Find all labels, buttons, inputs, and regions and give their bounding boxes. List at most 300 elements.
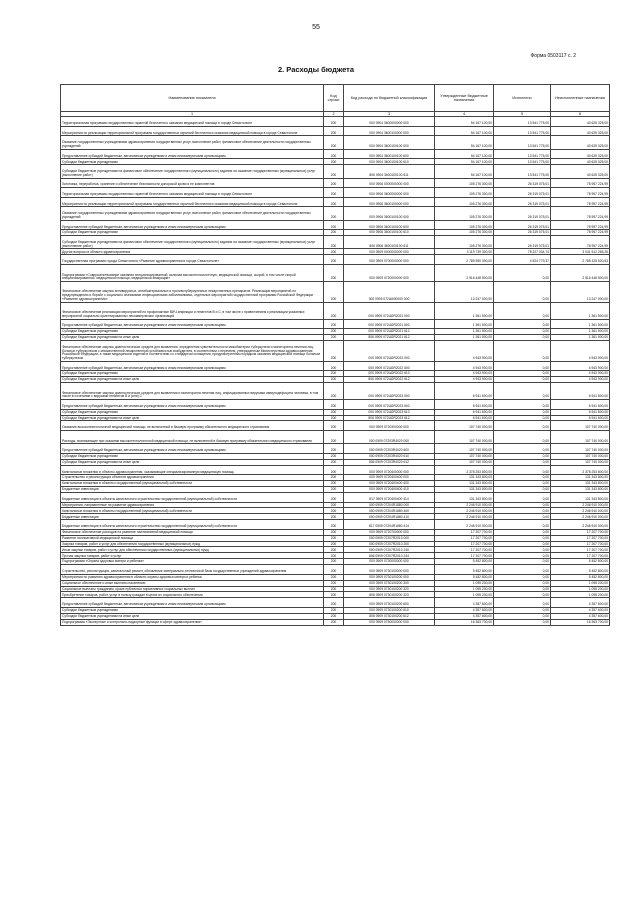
row-line-code: 200 bbox=[324, 249, 344, 255]
row-unexecuted: 107 740 000,00 bbox=[551, 421, 610, 431]
row-approved: 5 452 800,00 bbox=[435, 574, 494, 580]
row-executed: 0,00 bbox=[494, 487, 551, 493]
row-line-code: 200 bbox=[324, 465, 344, 475]
row-budget-code: 000 0909 0750000000 000 bbox=[344, 619, 435, 625]
row-name: Оказание государственных учреждениями здравоохранения государственных услуг, выполнение работ, финансовое обеспечение деятельности государственных учреждений bbox=[61, 207, 324, 220]
row-executed: 0,00 bbox=[494, 319, 551, 329]
row-unexecuted: 6 941 600,00 bbox=[551, 400, 610, 410]
column-number: 2 bbox=[324, 112, 344, 117]
row-line-code: 200 bbox=[324, 149, 344, 159]
row-approved: 17 207 700,00 bbox=[435, 529, 494, 535]
row-budget-code: 000 0906 3600100000 000 bbox=[344, 197, 435, 207]
table-row bbox=[61, 220, 610, 230]
row-unexecuted: 131 343 800,00 bbox=[551, 481, 610, 487]
row-line-code: 200 bbox=[324, 580, 344, 586]
row-executed: 0,00 bbox=[494, 371, 551, 377]
row-name: Социальные выплаты гражданам, кроме публичных нормативных социальных выплат bbox=[61, 586, 324, 592]
row-name: Предоставление субсидий бюджетным, автономным учреждениям и иным некоммерческим организациям bbox=[61, 598, 324, 608]
row-executed: 0,00 bbox=[494, 383, 551, 400]
column-header: Наименование показателя bbox=[61, 85, 324, 112]
row-name: Финансовое обеспечение расходов на развитие паллиативной медицинской помощи bbox=[61, 529, 324, 535]
row-executed: 0,00 bbox=[494, 619, 551, 625]
row-unexecuted: 3 041 512 265,26 bbox=[551, 249, 610, 255]
table-row bbox=[61, 520, 610, 530]
row-name: Бюджетные инвестиции в объекты капитального строительства государственной (муниципальной) собственности bbox=[61, 520, 324, 530]
row-executed: 26 319 075,01 bbox=[494, 188, 551, 198]
row-name: Территориальная программа государственных гарантий бесплатного оказания медицинской помощи в городе Севастополе bbox=[61, 117, 324, 127]
row-executed: 0,00 bbox=[494, 520, 551, 530]
column-number: 1 bbox=[61, 112, 324, 117]
row-unexecuted: 4 943 900,00 bbox=[551, 371, 610, 377]
row-unexecuted: 40 625 325,00 bbox=[551, 117, 610, 127]
row-name: Финансовое обеспечение закупок диагностических средств для выявления и мониторинга лечения лиц, инфицированных вирусами иммунодефицита человека, в том числе в сочетании с вирусами гепатитов B и (или) C bbox=[61, 383, 324, 400]
row-budget-code: 000 0909 0720400400 000 bbox=[344, 475, 435, 481]
row-executed: 26 319 075,01 bbox=[494, 178, 551, 188]
row-approved: 105 276 300,00 bbox=[435, 207, 494, 220]
row-budget-code: 000 0906 0000000000 000 bbox=[344, 178, 435, 188]
row-line-code: 200 bbox=[324, 165, 344, 178]
row-approved: 1 095 200,00 bbox=[435, 580, 494, 586]
row-budget-code: 000 0909 072Ш2R2021 610 bbox=[344, 329, 435, 335]
row-approved: 131 343 800,00 bbox=[435, 475, 494, 481]
row-unexecuted: 1 361 500,00 bbox=[551, 335, 610, 341]
row-executed: 0,00 bbox=[494, 502, 551, 508]
row-line-code: 200 bbox=[324, 508, 344, 514]
row-executed: 0,00 bbox=[494, 415, 551, 421]
row-name: Субсидии бюджетным учреждениям bbox=[61, 371, 324, 377]
row-executed: 13 541 775,00 bbox=[494, 159, 551, 165]
row-executed: 0,00 bbox=[494, 465, 551, 475]
row-unexecuted: 4 943 900,00 bbox=[551, 340, 610, 361]
row-budget-code: 000 0909 07207R2010 240 bbox=[344, 547, 435, 553]
row-budget-code: 000 0909 0720400400 400 bbox=[344, 481, 435, 487]
row-budget-code: 000 0909 07203R4020 000 bbox=[344, 431, 435, 444]
row-unexecuted: 4 357 600,00 bbox=[551, 598, 610, 608]
row-budget-code: 000 0909 07204R1880 000 bbox=[344, 502, 435, 508]
row-line-code: 200 bbox=[324, 607, 344, 613]
row-budget-code: 000 0909 0720400400 410 bbox=[344, 487, 435, 493]
row-name: Субсидии бюджетным учреждениям на финансовое обеспечение государственного (муниципального) задания на оказание государственных (муниципальных) услуг (выполнение работ) bbox=[61, 236, 324, 249]
row-approved: 13 247 000,00 bbox=[435, 281, 494, 302]
row-line-code: 200 bbox=[324, 481, 344, 487]
row-executed: 0,00 bbox=[494, 559, 551, 565]
row-unexecuted: 40 625 325,00 bbox=[551, 149, 610, 159]
row-approved: 131 343 800,00 bbox=[435, 492, 494, 502]
row-name: Субсидии бюджетным учреждениям bbox=[61, 409, 324, 415]
row-approved: 54 167 100,00 bbox=[435, 126, 494, 136]
row-budget-code: 000 0906 3600100100 610 bbox=[344, 230, 435, 236]
row-unexecuted: 4 943 900,00 bbox=[551, 377, 610, 383]
row-executed: 0,00 bbox=[494, 421, 551, 431]
table-row bbox=[61, 421, 610, 431]
row-approved: 6 941 600,00 bbox=[435, 400, 494, 410]
row-line-code: 200 bbox=[324, 547, 344, 553]
row-line-code: 200 bbox=[324, 487, 344, 493]
page-number: 55 bbox=[312, 24, 320, 31]
row-budget-code: 000 0909 072Ш2R2021 000 bbox=[344, 302, 435, 319]
row-executed: 13 541 775,00 bbox=[494, 165, 551, 178]
row-line-code: 200 bbox=[324, 613, 344, 619]
row-approved: 5 452 800,00 bbox=[435, 559, 494, 565]
row-unexecuted: 78 957 224,99 bbox=[551, 230, 610, 236]
row-unexecuted: 107 740 000,00 bbox=[551, 459, 610, 465]
row-budget-code: 000 0904 3600000000 000 bbox=[344, 117, 435, 127]
row-unexecuted: 4 943 900,00 bbox=[551, 361, 610, 371]
row-executed: 0,00 bbox=[494, 514, 551, 520]
row-budget-code: 000 0909 07204R1880 400 bbox=[344, 508, 435, 514]
row-line-code: 200 bbox=[324, 586, 344, 592]
row-budget-code: 000 0909 0730100200 320 bbox=[344, 586, 435, 592]
row-unexecuted: 4 357 600,00 bbox=[551, 607, 610, 613]
row-budget-code: 000 0909 0000000000 000 bbox=[344, 249, 435, 255]
row-name: Субсидии бюджетным учреждениям на иные цели bbox=[61, 613, 324, 619]
row-unexecuted: 2 785 425 520,63 bbox=[551, 255, 610, 265]
row-line-code: 200 bbox=[324, 592, 344, 598]
row-line-code: 200 bbox=[324, 220, 344, 230]
row-line-code: 200 bbox=[324, 264, 344, 281]
table-row bbox=[61, 197, 610, 207]
row-unexecuted: 17 207 700,00 bbox=[551, 553, 610, 559]
table-row bbox=[61, 465, 610, 475]
row-approved: 2 246 910 000,00 bbox=[435, 520, 494, 530]
row-budget-code: 000 0909 072Ш2R2022 600 bbox=[344, 361, 435, 371]
row-approved: 4 943 900,00 bbox=[435, 371, 494, 377]
row-line-code: 200 bbox=[324, 178, 344, 188]
row-approved: 17 207 700,00 bbox=[435, 553, 494, 559]
row-budget-code: 000 0909 0730100200 610 bbox=[344, 607, 435, 613]
row-approved: 54 167 100,00 bbox=[435, 149, 494, 159]
table-row bbox=[61, 165, 610, 178]
row-line-code: 200 bbox=[324, 565, 344, 575]
row-name: Финансовое обеспечение закупок диагностических средств для выявления, определения чувствительности микобактерии туберкулеза и мониторинга лечения лиц, больных туберкулезом с множественной лекарственной устойчивостью возбудителя, в соответствии с перечнем, утвержденным Министерством здравоохранения Российской Федерации, а также медицинских изделий в соответствии со стандартом оснащения, предусмотренным порядком оказания медицинской помощи больным туберкулезом bbox=[61, 340, 324, 361]
row-executed: 78 227 034,74 bbox=[494, 249, 551, 255]
row-line-code: 200 bbox=[324, 459, 344, 465]
row-name: Субсидии бюджетным учреждениям на иные цели bbox=[61, 459, 324, 465]
row-approved: 131 343 800,00 bbox=[435, 481, 494, 487]
row-budget-code: 000 0906 3600000000 000 bbox=[344, 188, 435, 198]
row-executed: 4 524 779,37 bbox=[494, 255, 551, 265]
row-name: Подпрограмма «Совершенствование оказания специализированной, включая высокотехнологичную, медицинской помощи, скорой, в том числе скорой специализированной, медицинской помощи, медицинской эвакуации» bbox=[61, 264, 324, 281]
column-number: 3 bbox=[344, 112, 435, 117]
row-name: Бюджетные инвестиции bbox=[61, 487, 324, 493]
row-line-code: 200 bbox=[324, 207, 344, 220]
row-approved: 16 363 700,00 bbox=[435, 619, 494, 625]
row-budget-code: 000 0904 3600100100 000 bbox=[344, 136, 435, 149]
row-line-code: 200 bbox=[324, 126, 344, 136]
row-budget-code: 000 0909 0730100200 000 bbox=[344, 574, 435, 580]
row-approved: 4 357 600,00 bbox=[435, 613, 494, 619]
row-executed: 0,00 bbox=[494, 613, 551, 619]
row-unexecuted: 1 361 500,00 bbox=[551, 329, 610, 335]
row-budget-code: 806 0904 3600100100 611 bbox=[344, 165, 435, 178]
row-budget-code: 000 0909 072Ш2R2023 610 bbox=[344, 409, 435, 415]
row-budget-code: 000 0909 0730100200 300 bbox=[344, 580, 435, 586]
row-executed: 0,00 bbox=[494, 475, 551, 481]
row-budget-code: 000 0909 07204R1880 410 bbox=[344, 514, 435, 520]
row-approved: 105 276 300,00 bbox=[435, 230, 494, 236]
row-unexecuted: 2 246 910 000,00 bbox=[551, 508, 610, 514]
row-name: Мероприятия, направленные на развитие здравоохранения bbox=[61, 502, 324, 508]
row-unexecuted: 107 740 000,00 bbox=[551, 444, 610, 454]
row-approved: 105 276 300,00 bbox=[435, 220, 494, 230]
row-executed: 0,00 bbox=[494, 586, 551, 592]
row-approved: 2 246 910 000,00 bbox=[435, 502, 494, 508]
row-name: Предоставление субсидий бюджетным, автономным учреждениям и иным некоммерческим организациям bbox=[61, 319, 324, 329]
row-executed: 0,00 bbox=[494, 547, 551, 553]
row-budget-code: 000 0909 07203R4020 610 bbox=[344, 453, 435, 459]
row-name: Предоставление субсидий бюджетным, автономным учреждениям и иным некоммерческим организациям bbox=[61, 400, 324, 410]
row-approved: 2 246 910 000,00 bbox=[435, 508, 494, 514]
row-unexecuted: 1 095 200,00 bbox=[551, 586, 610, 592]
row-name: Территориальная программа государственных гарантий бесплатного оказания медицинской помощи в городе Севастополе bbox=[61, 188, 324, 198]
row-line-code: 200 bbox=[324, 377, 344, 383]
row-budget-code: 000 0909 07207R2010 200 bbox=[344, 541, 435, 547]
row-name: Предоставление субсидий бюджетным, автономным учреждениям и иным некоммерческим организациям bbox=[61, 444, 324, 454]
column-number: 4 bbox=[435, 112, 494, 117]
row-line-code: 200 bbox=[324, 529, 344, 535]
row-executed: 0,00 bbox=[494, 302, 551, 319]
row-line-code: 200 bbox=[324, 421, 344, 431]
row-executed: 0,00 bbox=[494, 409, 551, 415]
row-line-code: 200 bbox=[324, 553, 344, 559]
row-unexecuted: 78 957 224,99 bbox=[551, 236, 610, 249]
row-budget-code: 000 0909 0730100200 600 bbox=[344, 598, 435, 608]
row-name: Строительство и реконструкция объектов здравоохранения bbox=[61, 475, 324, 481]
row-name: Субсидии бюджетным учреждениям bbox=[61, 329, 324, 335]
row-line-code: 200 bbox=[324, 409, 344, 415]
row-budget-code: 000 0909 0720000000 000 bbox=[344, 264, 435, 281]
table-row bbox=[61, 619, 610, 625]
row-executed: 26 319 075,01 bbox=[494, 230, 551, 236]
row-name: Субсидии бюджетным учреждениям bbox=[61, 453, 324, 459]
row-budget-code: 806 0909 072Ш2R2023 612 bbox=[344, 415, 435, 421]
row-executed: 0,00 bbox=[494, 553, 551, 559]
row-name: Государственная программа города Севастополя «Развитие здравоохранения в городе Севастополе» bbox=[61, 255, 324, 265]
row-name: Иные закупки товаров, работ и услуг для обеспечения государственных (муниципальных) нужд bbox=[61, 547, 324, 553]
row-line-code: 200 bbox=[324, 319, 344, 329]
row-executed: 0,00 bbox=[494, 592, 551, 598]
row-approved: 4 943 900,00 bbox=[435, 377, 494, 383]
row-unexecuted: 78 957 224,99 bbox=[551, 178, 610, 188]
row-name: Другие вопросы в области здравоохранения bbox=[61, 249, 324, 255]
row-name: Строительство, реконструкция, капитальный ремонт, обновление материально-технической базы государственных учреждений здравоохранения bbox=[61, 565, 324, 575]
row-executed: 0,00 bbox=[494, 400, 551, 410]
row-line-code: 200 bbox=[324, 281, 344, 302]
row-budget-code: 000 0909 072Ш2R2023 000 bbox=[344, 383, 435, 400]
row-unexecuted: 17 207 700,00 bbox=[551, 541, 610, 547]
column-number: 6 bbox=[551, 112, 610, 117]
row-name: Расходы, возникающие при оказании высокотехнологичной медицинской помощи, не включенной в базовую программу обязательного медицинского страхования bbox=[61, 431, 324, 444]
row-approved: 5 452 800,00 bbox=[435, 565, 494, 575]
row-approved: 6 941 600,00 bbox=[435, 409, 494, 415]
row-line-code: 200 bbox=[324, 136, 344, 149]
row-budget-code: 806 0909 0730100200 612 bbox=[344, 613, 435, 619]
row-line-code: 200 bbox=[324, 188, 344, 198]
row-unexecuted: 17 207 700,00 bbox=[551, 529, 610, 535]
table-row bbox=[61, 383, 610, 400]
row-unexecuted: 40 625 325,00 bbox=[551, 136, 610, 149]
row-approved: 3 119 739 300,00 bbox=[435, 249, 494, 255]
table-body bbox=[61, 117, 610, 625]
row-unexecuted: 131 343 800,00 bbox=[551, 492, 610, 502]
row-name: Субсидии бюджетным учреждениям на иные цели bbox=[61, 415, 324, 421]
row-executed: 26 319 075,01 bbox=[494, 236, 551, 249]
row-approved: 105 276 300,00 bbox=[435, 188, 494, 198]
row-line-code: 200 bbox=[324, 492, 344, 502]
row-budget-code: 000 0909 0720700000 000 bbox=[344, 529, 435, 535]
row-approved: 131 343 800,00 bbox=[435, 487, 494, 493]
row-name: Развитие паллиативной медицинской помощи bbox=[61, 535, 324, 541]
row-budget-code: 000 0904 3600100000 000 bbox=[344, 126, 435, 136]
row-budget-code: 000 0909 072Ш2R2022 610 bbox=[344, 371, 435, 377]
table-row bbox=[61, 444, 610, 454]
row-executed: 0,00 bbox=[494, 377, 551, 383]
row-executed: 0,00 bbox=[494, 329, 551, 335]
budget-expenses-table bbox=[60, 84, 610, 626]
row-line-code: 200 bbox=[324, 598, 344, 608]
row-budget-code: 806 0909 0730100200 323 bbox=[344, 592, 435, 598]
row-line-code: 200 bbox=[324, 197, 344, 207]
row-name: Субсидии бюджетным учреждениям на иные цели bbox=[61, 377, 324, 383]
row-line-code: 200 bbox=[324, 574, 344, 580]
row-approved: 107 740 000,00 bbox=[435, 453, 494, 459]
row-budget-code: 000 0904 3600100100 610 bbox=[344, 159, 435, 165]
row-line-code: 200 bbox=[324, 371, 344, 377]
row-name: Субсидии бюджетным учреждениям на финансовое обеспечение государственного (муниципального) задания на оказание государственных (муниципальных) услуг (выполнение работ) bbox=[61, 165, 324, 178]
row-line-code: 200 bbox=[324, 520, 344, 530]
row-budget-code: 000 0909 0730000000 000 bbox=[344, 559, 435, 565]
column-header: Код расхода по бюджетной классификации bbox=[344, 85, 435, 112]
row-executed: 0,00 bbox=[494, 453, 551, 459]
row-unexecuted: 107 740 000,00 bbox=[551, 453, 610, 459]
row-executed: 0,00 bbox=[494, 264, 551, 281]
table-row bbox=[61, 598, 610, 608]
row-executed: 26 319 075,01 bbox=[494, 197, 551, 207]
row-name: Капитальные вложения в объекты здравоохранения, оказывающие специализированную медицинскую помощь bbox=[61, 465, 324, 475]
row-approved: 107 740 000,00 bbox=[435, 444, 494, 454]
row-approved: 54 167 100,00 bbox=[435, 136, 494, 149]
row-budget-code: 000 0909 07207R2010 000 bbox=[344, 535, 435, 541]
row-executed: 0,00 bbox=[494, 541, 551, 547]
row-name: Капитальные вложения в объекты государственной (муниципальной) собственности bbox=[61, 481, 324, 487]
row-budget-code: 806 0909 07207R2010 244 bbox=[344, 553, 435, 559]
row-unexecuted: 17 207 700,00 bbox=[551, 547, 610, 553]
form-code: Форма 0503117 с. 2 bbox=[530, 53, 576, 59]
column-header: Утвержденные бюджетные назначения bbox=[435, 85, 494, 112]
row-approved: 2 516 448 500,00 bbox=[435, 264, 494, 281]
row-executed: 0,00 bbox=[494, 459, 551, 465]
table-row bbox=[61, 302, 610, 319]
row-name: Предоставление субсидий бюджетным, автономным учреждениям и иным некоммерческим организациям bbox=[61, 361, 324, 371]
row-unexecuted: 2 516 448 500,00 bbox=[551, 264, 610, 281]
row-executed: 13 541 775,00 bbox=[494, 149, 551, 159]
row-approved: 54 167 100,00 bbox=[435, 117, 494, 127]
row-approved: 105 276 300,00 bbox=[435, 197, 494, 207]
row-unexecuted: 6 941 600,00 bbox=[551, 415, 610, 421]
row-budget-code: 817 0909 0720400400 414 bbox=[344, 492, 435, 502]
row-executed: 0,00 bbox=[494, 340, 551, 361]
row-unexecuted: 78 957 224,99 bbox=[551, 188, 610, 198]
row-approved: 1 361 500,00 bbox=[435, 329, 494, 335]
row-budget-code: 000 0904 3600100100 600 bbox=[344, 149, 435, 159]
table-row bbox=[61, 117, 610, 127]
row-unexecuted: 40 625 325,00 bbox=[551, 126, 610, 136]
row-line-code: 200 bbox=[324, 340, 344, 361]
row-executed: 0,00 bbox=[494, 361, 551, 371]
row-name: Оказание государственных учреждениями здравоохранения государственных услуг, выполнение работ, финансовое обеспечение деятельности государственных учреждений bbox=[61, 136, 324, 149]
row-executed: 26 319 075,01 bbox=[494, 207, 551, 220]
row-unexecuted: 78 957 224,99 bbox=[551, 220, 610, 230]
table-row bbox=[61, 236, 610, 249]
row-unexecuted: 78 957 224,99 bbox=[551, 197, 610, 207]
row-executed: 0,00 bbox=[494, 598, 551, 608]
row-name: Субсидии бюджетным учреждениям bbox=[61, 159, 324, 165]
row-name: Бюджетные инвестиции в объекты капитального строительства государственной (муниципальной) собственности bbox=[61, 492, 324, 502]
row-line-code: 200 bbox=[324, 255, 344, 265]
row-budget-code: 000 0909 072Ш2R2021 600 bbox=[344, 319, 435, 329]
row-unexecuted: 1 361 500,00 bbox=[551, 302, 610, 319]
table-header-row bbox=[61, 85, 610, 112]
row-name: Капитальные вложения в объекты государственной (муниципальной) собственности bbox=[61, 508, 324, 514]
row-unexecuted: 17 207 700,00 bbox=[551, 535, 610, 541]
column-header: Неисполненные назначения bbox=[551, 85, 610, 112]
row-approved: 105 276 300,00 bbox=[435, 178, 494, 188]
row-budget-code: 000 0909 0700000000 000 bbox=[344, 255, 435, 265]
row-name: Заготовка, переработка, хранение и обеспечение безопасности донорской крови и ее компонентов bbox=[61, 178, 324, 188]
row-name: Приобретение товаров, работ, услуг в пользу граждан в целях их социального обеспечения bbox=[61, 592, 324, 598]
row-approved: 2 378 253 800,00 bbox=[435, 465, 494, 475]
row-budget-code: 000 0909 07203R4020 600 bbox=[344, 444, 435, 454]
table-row bbox=[61, 565, 610, 575]
row-unexecuted: 1 095 200,00 bbox=[551, 592, 610, 598]
row-unexecuted: 5 452 800,00 bbox=[551, 565, 610, 575]
table-row bbox=[61, 492, 610, 502]
row-line-code: 200 bbox=[324, 236, 344, 249]
row-budget-code: 000 0909 072Ш000000 000 bbox=[344, 281, 435, 302]
row-line-code: 200 bbox=[324, 502, 344, 508]
section-title: 2. Расходы бюджета bbox=[277, 65, 355, 74]
row-unexecuted: 40 625 325,00 bbox=[551, 159, 610, 165]
row-executed: 26 319 075,01 bbox=[494, 220, 551, 230]
row-approved: 1 361 500,00 bbox=[435, 335, 494, 341]
row-approved: 107 740 000,00 bbox=[435, 459, 494, 465]
row-approved: 4 357 600,00 bbox=[435, 598, 494, 608]
row-line-code: 200 bbox=[324, 415, 344, 421]
table-row bbox=[61, 136, 610, 149]
row-name: Закупка товаров, работ и услуг для обеспечения государственных (муниципальных) нужд bbox=[61, 541, 324, 547]
row-unexecuted: 6 941 600,00 bbox=[551, 409, 610, 415]
row-line-code: 200 bbox=[324, 619, 344, 625]
row-executed: 13 541 775,00 bbox=[494, 117, 551, 127]
row-executed: 0,00 bbox=[494, 535, 551, 541]
row-name: Подпрограмма «Охрана здоровья матери и ребенка» bbox=[61, 559, 324, 565]
column-header: Код строки bbox=[324, 85, 344, 112]
row-budget-code: 806 0909 072Ш2R2022 612 bbox=[344, 377, 435, 383]
row-line-code: 200 bbox=[324, 335, 344, 341]
row-executed: 0,00 bbox=[494, 444, 551, 454]
row-line-code: 200 bbox=[324, 159, 344, 165]
row-approved: 1 361 500,00 bbox=[435, 319, 494, 329]
row-budget-code: 000 0909 0720300000 000 bbox=[344, 421, 435, 431]
row-unexecuted: 131 343 800,00 bbox=[551, 487, 610, 493]
row-unexecuted: 16 363 700,00 bbox=[551, 619, 610, 625]
row-executed: 13 541 775,00 bbox=[494, 136, 551, 149]
row-name: Социальное обеспечение и иные выплаты населению bbox=[61, 580, 324, 586]
row-line-code: 200 bbox=[324, 383, 344, 400]
row-unexecuted: 5 452 800,00 bbox=[551, 574, 610, 580]
table-row bbox=[61, 400, 610, 410]
row-approved: 1 361 500,00 bbox=[435, 302, 494, 319]
